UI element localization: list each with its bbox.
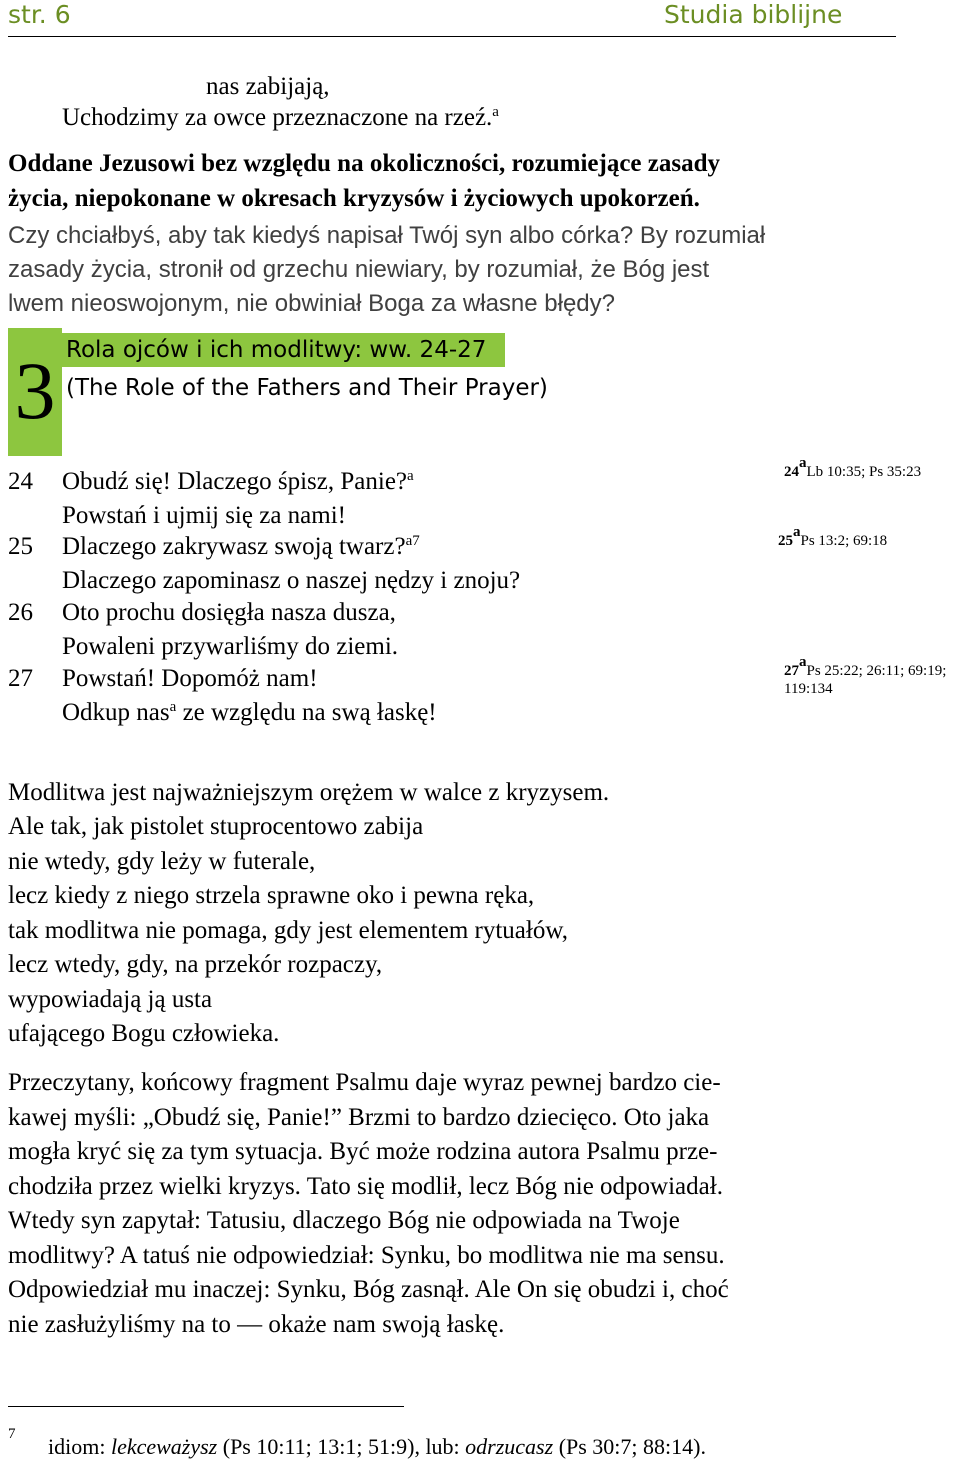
verse-line: Dlaczego zakrywasz swoją twarz?$^{a7}$ <box>62 533 420 560</box>
final-para-line: modlitwy? A tatuś nie odpowiedział: Synku, bo modlitwa nie ma sensu. <box>8 1242 725 1269</box>
final-para-line: Przeczytany, końcowy fragment Psalmu daje wyraz pewnej bardzo cie- <box>8 1069 721 1096</box>
intro-line-1: nas zabijają, <box>206 73 330 100</box>
running-title: Studia biblijne <box>664 0 843 29</box>
final-para-line: nie zasłużyliśmy na to — okaże nam swoją łaskę. <box>8 1311 505 1338</box>
header-rule <box>8 36 896 37</box>
cross-reference-note: 27$^a$Ps 25:22; 26:11; 69:19; <box>784 654 947 679</box>
bold-line-2: życia, niepokonane w okresach kryzysów i życiowych upokorzeń. <box>8 185 700 212</box>
verse-number: 24 <box>8 468 33 495</box>
prayer-line: lecz wtedy, gdy, na przekór rozpaczy, <box>8 951 383 978</box>
final-para-line: kawej myśli: „Obudź się, Panie!” Brzmi to bardzo dziecięco. Oto jaka <box>8 1104 710 1131</box>
final-para-line: chodziła przez wielki kryzys. Tato się modlił, lecz Bóg nie odpowiadał. <box>8 1173 723 1200</box>
verse-number: 27 <box>8 665 33 692</box>
final-para-line: mogła kryć się za tym sytuacja. Być może rodzina autora Psalmu prze- <box>8 1138 718 1165</box>
cross-reference-note: 25$^a$Ps 13:2; 69:18 <box>778 524 888 549</box>
verse-line: Dlaczego zapominasz o naszej nędzy i znoju? <box>62 567 521 594</box>
verse-number: 26 <box>8 599 33 626</box>
verse-line: Odkup nas$^a$ ze względu na swą łaskę! <box>62 699 437 726</box>
question-line-1: Czy chciałbyś, aby tak kiedyś napisał Twój syn albo córka? By rozumiał <box>8 222 766 249</box>
footnote-number: 7 <box>8 1426 16 1442</box>
verse-line: Obudź się! Dlaczego śpisz, Panie?$^a$ <box>62 468 414 495</box>
bold-line-1: Oddane Jezusowi bez względu na okoliczności, rozumiejące zasady <box>8 150 720 177</box>
prayer-line: wypowiadają ją usta <box>8 986 213 1013</box>
verse-number: 25 <box>8 533 33 560</box>
verse-line: Powaleni przywarliśmy do ziemi. <box>62 633 399 660</box>
final-para-line: Odpowiedział mu inaczej: Synku, Bóg zasnął. Ale On się obudzi i, choć <box>8 1276 729 1303</box>
verse-line: Powstań! Dopomóż nam! <box>62 665 318 692</box>
section-title: Rola ojców i ich modlitwy: ww. 24-27 <box>66 337 487 363</box>
footnote-marker: a <box>407 468 414 484</box>
prayer-line: Ale tak, jak pistolet stuprocentowo zabija <box>8 813 424 840</box>
footnote-text: idiom: lekceważysz (Ps 10:11; 13:1; 51:9), lub: odrzucasz (Ps 30:7; 88:14). <box>48 1434 706 1459</box>
verse-line: Oto prochu dosięgła nasza dusza, <box>62 599 396 626</box>
section-number: 3 <box>14 345 56 436</box>
question-line-2: zasady życia, stronił od grzechu niewiary, by rozumiał, że Bóg jest <box>8 256 710 283</box>
intro-line-2: Uchodzimy za owce przeznaczone na rzeź.$^a$ <box>62 104 499 131</box>
final-para-line: Wtedy syn zapytał: Tatusiu, dlaczego Bóg nie odpowiada na Twoje <box>8 1207 680 1234</box>
prayer-line: ufającego Bogu człowieka. <box>8 1020 280 1047</box>
footnote-marker: a7 <box>405 533 420 549</box>
prayer-line: Modlitwa jest najważniejszym orężem w walce z kryzysem. <box>8 779 610 806</box>
footnote-marker: a <box>169 699 177 715</box>
section-subtitle: (The Role of the Fathers and Their Prayer) <box>66 375 548 401</box>
footnote-marker: a <box>492 104 499 120</box>
question-line-3: lwem nieoswojonym, nie obwiniał Boga za własne błędy? <box>8 290 615 317</box>
page-number: str. 6 <box>8 0 71 29</box>
verse-line: Powstań i ujmij się za nami! <box>62 502 346 529</box>
cross-reference-note: 24$^a$Lb 10:35; Ps 35:23 <box>784 455 922 480</box>
prayer-line: tak modlitwa nie pomaga, gdy jest elementem rytuałów, <box>8 917 569 944</box>
footnote-rule <box>8 1406 404 1407</box>
prayer-line: lecz kiedy z niego strzela sprawne oko i pewna ręka, <box>8 882 535 909</box>
cross-reference-note-cont: 119:134 <box>784 681 833 697</box>
prayer-line: nie wtedy, gdy leży w futerale, <box>8 848 316 875</box>
